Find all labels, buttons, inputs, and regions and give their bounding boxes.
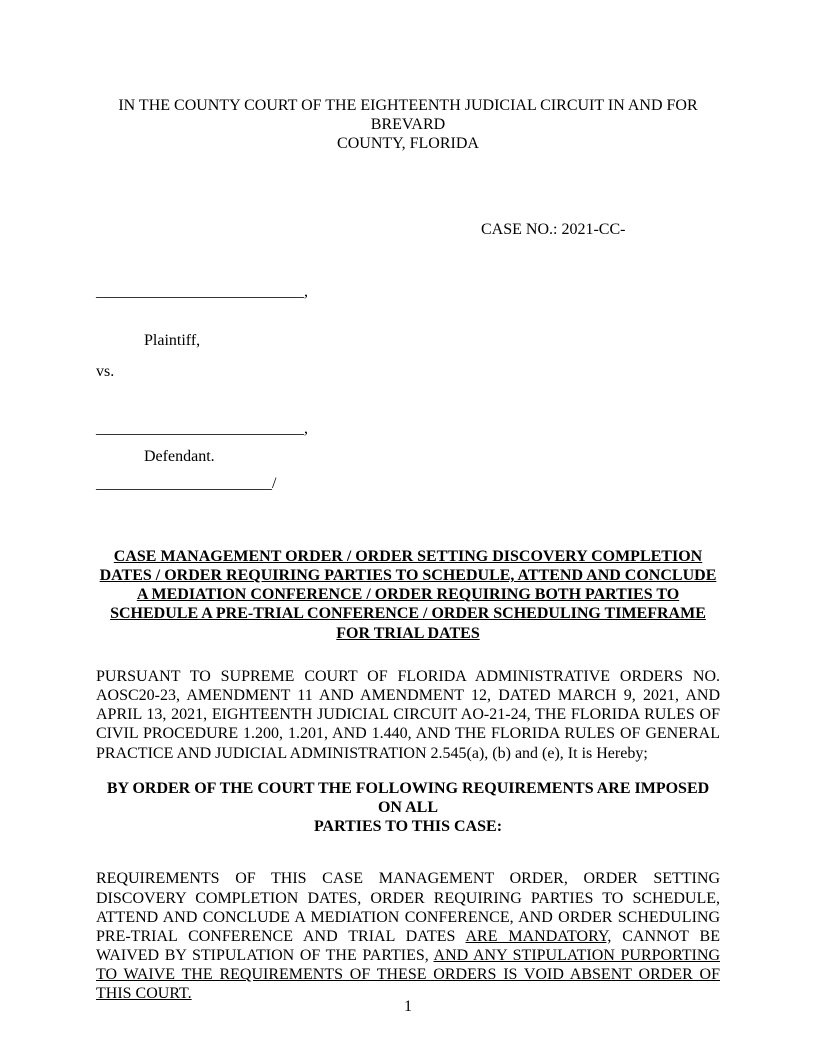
- requirements-text-1: REQUIREMENTS OF THIS CASE MANAGEMENT ORDER, ORDER SETTING DISCOVERY COMPLETION DATES, ORDER REQUIRING PARTIES TO SCHEDULE, ATTEND AND CONCLUDE A MEDIATION CONFERENCE, AND ORDER SCHEDULING PRE-TRIAL CONFERENCE AND TRIAL DATES: [96, 870, 720, 945]
- versus-label: vs.: [96, 363, 115, 381]
- pursuant-paragraph: PURSUANT TO SUPREME COURT OF FLORIDA ADMINISTRATIVE ORDERS NO. AOSC20-23, AMENDMENT 11 AND AMENDMENT 12, DATED MARCH 9, 2021, AND APRIL 13, 2021, EIGHTEENTH JUDICIAL CIRCUIT AO-21-24, THE FLORIDA RULES OF CIVIL PROCEDURE 1.200, 1.201, AND 1.440, AND THE FLORIDA RULES OF GENERAL PRACTICE AND JUDICIAL ADMINISTRATION 2.545(a), (b) and (e), It is Hereby;: [96, 667, 720, 762]
- defendant-label: Defendant.: [144, 447, 215, 465]
- requirements-text-2: CANNOT BE WAIVED BY STIPULATION OF THE PARTIES,: [96, 927, 720, 965]
- court-header-line-2: COUNTY, FLORIDA: [337, 135, 479, 153]
- page-number: 1: [404, 997, 412, 1015]
- requirements-underline-1: ARE MANDATORY,: [465, 927, 612, 945]
- defendant-blank-line: __________________________,: [96, 420, 308, 438]
- order-title-line-1: CASE MANAGEMENT ORDER / ORDER SETTING DISCOVERY COMPLETION: [113, 547, 703, 565]
- order-heading-line-2: PARTIES TO THIS CASE:: [313, 818, 503, 836]
- order-title-line-2: DATES / ORDER REQUIRING PARTIES TO SCHEDULE, ATTEND AND CONCLUDE: [99, 567, 717, 585]
- case-number: CASE NO.: 2021-CC-: [481, 220, 626, 238]
- requirements-underline-2: AND ANY STIPULATION PURPORTING TO WAIVE THE REQUIREMENTS OF THESE ORDERS IS VOID ABSENT ORDER OF THIS COURT.: [96, 947, 720, 1003]
- court-header-line-1: IN THE COUNTY COURT OF THE EIGHTEENTH JUDICIAL CIRCUIT IN AND FOR BREVARD: [118, 97, 698, 134]
- order-heading-line-1: BY ORDER OF THE COURT THE FOLLOWING REQUIREMENTS ARE IMPOSED ON ALL: [106, 779, 710, 816]
- requirements-paragraph: [96, 869, 720, 1003]
- order-title: [96, 547, 720, 643]
- order-title-line-4: SCHEDULE A PRE-TRIAL CONFERENCE / ORDER SCHEDULING TIMEFRAME: [110, 605, 706, 623]
- plaintiff-blank-line: __________________________,: [96, 282, 308, 300]
- order-title-line-5: FOR TRIAL DATES: [336, 624, 480, 642]
- plaintiff-label: Plaintiff,: [144, 331, 201, 349]
- order-heading: [96, 779, 720, 837]
- order-title-line-3: A MEDIATION CONFERENCE / ORDER REQUIRING BOTH PARTIES TO: [136, 586, 680, 604]
- court-header: [96, 96, 720, 154]
- caption-end-line: ______________________/: [96, 474, 277, 492]
